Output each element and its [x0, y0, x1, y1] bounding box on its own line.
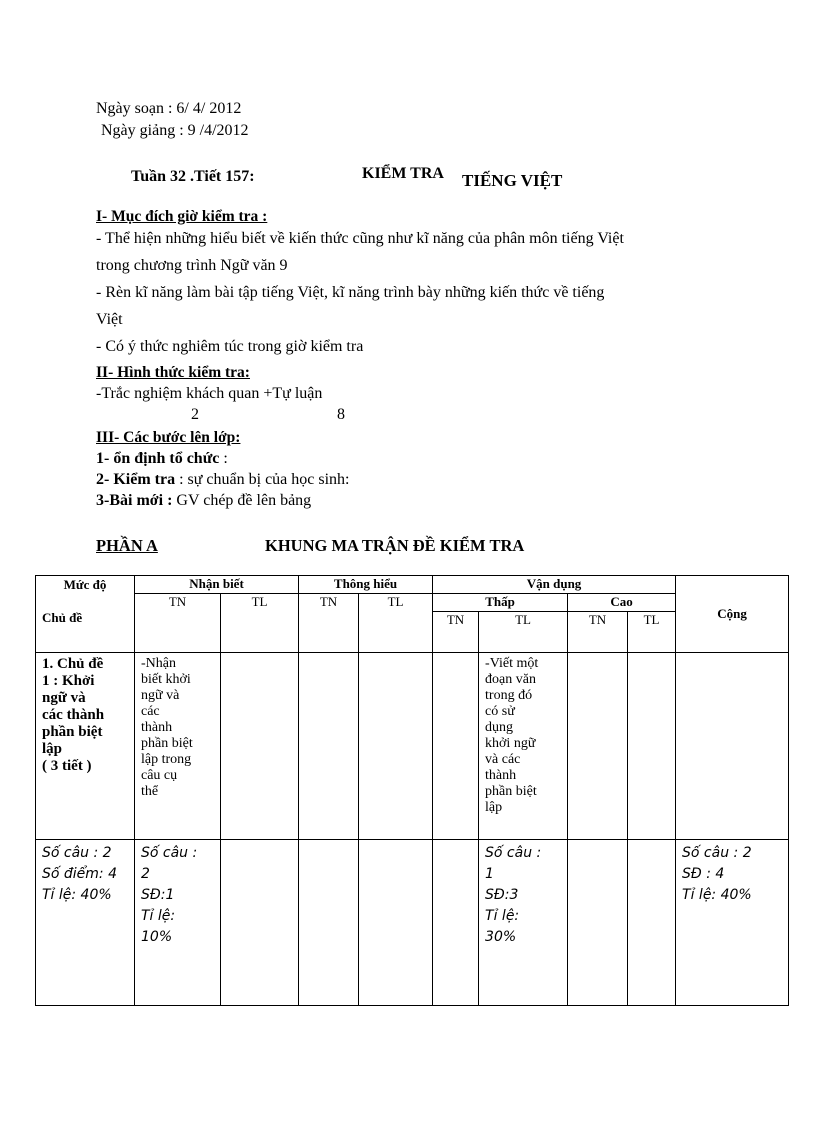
stats-nhan-biet: Số câu : 2 SĐ:1 Tỉ lệ: 10% — [135, 840, 221, 1006]
empty-cell — [628, 653, 676, 840]
header-thap: Thấp — [433, 594, 568, 612]
matrix-table — [35, 575, 789, 1006]
empty-cell — [433, 840, 479, 1006]
section1-line3: - Rèn kĩ năng làm bài tập tiếng Việt, kĩ năng trình bày những kiến thức về tiếng — [96, 284, 605, 301]
empty-cell — [299, 840, 359, 1006]
section2-num2: 8 — [337, 406, 345, 423]
empty-cell — [299, 653, 359, 840]
section2-line1: -Trắc nghiệm khách quan +Tự luận — [96, 385, 323, 402]
thap-tl: TL — [479, 612, 568, 653]
section3-step3 — [96, 492, 311, 510]
tuan-tiet: Tuần 32 .Tiết 157: — [131, 168, 255, 185]
section1-line4: Việt — [96, 311, 123, 328]
empty-cell — [568, 653, 628, 840]
th-tn: TN — [299, 594, 359, 653]
section3-step2 — [96, 471, 350, 489]
part-a-label: PHẦN A — [96, 536, 158, 555]
step2-rest: : sự chuẩn bị của học sinh: — [175, 471, 350, 488]
step2-label: 2- Kiểm tra — [96, 471, 176, 488]
section1-line1: - Thể hiện những hiểu biết về kiến thức cũng như kĩ năng của phân môn tiếng Việt — [96, 230, 624, 247]
section3-heading: III- Các bước lên lớp: — [96, 429, 241, 446]
empty-cell — [221, 653, 299, 840]
ngay-giang: Ngày giảng : 9 /4/2012 — [101, 122, 249, 139]
cao-tn: TN — [568, 612, 628, 653]
stats-cong: Số câu : 2 SĐ : 4 Tỉ lệ: 40% — [676, 840, 789, 1006]
empty-cell — [359, 840, 433, 1006]
header-muc-do: Mức độ — [63, 577, 107, 592]
empty-cell — [433, 653, 479, 840]
header-thong-hieu: Thông hiểu — [299, 576, 433, 594]
header-muc-do-chu-de — [36, 576, 135, 653]
step1-rest: : — [219, 450, 228, 467]
part-a-title: KHUNG MA TRẬN ĐỀ KIỂM TRA — [265, 536, 525, 555]
section1-line2: trong chương trình Ngữ văn 9 — [96, 257, 288, 274]
cao-tl: TL — [628, 612, 676, 653]
header-van-dung: Vận dụng — [433, 576, 676, 594]
empty-cell — [628, 840, 676, 1006]
step3-rest: GV chép đề lên bảng — [172, 492, 312, 509]
th-tl: TL — [359, 594, 433, 653]
section1-line5: - Có ý thức nghiêm túc trong giờ kiểm tra — [96, 338, 364, 355]
nb-tl: TL — [221, 594, 299, 653]
nhan-biet-content: -Nhận biết khởi ngữ và các thành phần biệt lập trong câu cụ thể — [135, 653, 221, 840]
empty-cell — [359, 653, 433, 840]
title-tieng-viet: TIẾNG VIỆT — [462, 171, 563, 190]
header-cao: Cao — [568, 594, 676, 612]
section2-heading: II- Hình thức kiểm tra: — [96, 364, 250, 381]
ngay-soan: Ngày soạn : 6/ 4/ 2012 — [96, 100, 242, 117]
stats-topic: Số câu : 2 Số điểm: 4 Tỉ lệ: 40% — [36, 840, 135, 1006]
empty-cell — [221, 840, 299, 1006]
thap-tn: TN — [433, 612, 479, 653]
header-cong: Cộng — [717, 606, 747, 621]
header-chu-de: Chủ đề — [42, 610, 83, 625]
section2-num1: 2 — [191, 406, 199, 423]
header-nhan-biet: Nhận biết — [135, 576, 299, 594]
stats-van-dung: Số câu : 1 SĐ:3 Tỉ lệ: 30% — [479, 840, 568, 1006]
nb-tn: TN — [135, 594, 221, 653]
title-kiem-tra: KIỂM TRA — [362, 165, 444, 182]
step3-label: 3-Bài mới : — [96, 492, 173, 509]
empty-cell — [676, 653, 789, 840]
topic-cell: 1. Chủ đề 1 : Khởi ngữ và các thành phần biệt lập ( 3 tiết ) — [36, 653, 135, 840]
van-dung-thap-content: -Viết một đoạn văn trong đó có sử dụng khởi ngữ và các thành phần biệt lập — [479, 653, 568, 840]
section1-heading: I- Mục đích giờ kiểm tra : — [96, 208, 268, 225]
step1-label: 1- ổn định tổ chức — [96, 450, 220, 467]
header-cong-cell — [676, 576, 789, 653]
empty-cell — [568, 840, 628, 1006]
section3-step1 — [96, 450, 228, 468]
